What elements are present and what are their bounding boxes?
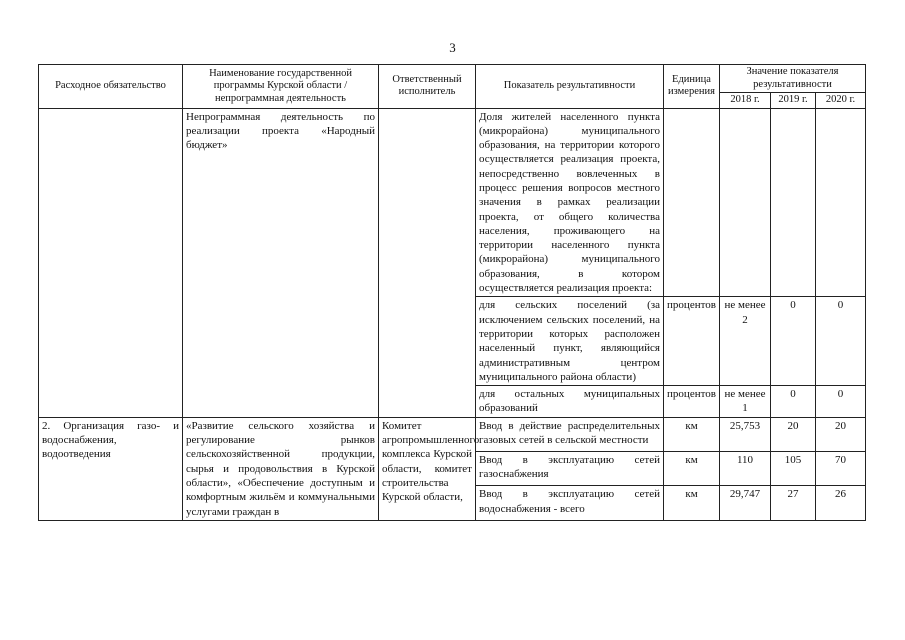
indicator-cell: для остальных муниципальных образований (476, 386, 664, 418)
header-year-2018: 2018 г. (720, 93, 771, 109)
indicator-cell: Ввод в эксплуатацию сетей газоснабжения (476, 452, 664, 486)
value-2018-cell: не менее 2 (720, 297, 771, 386)
header-year-2019: 2019 г. (771, 93, 816, 109)
obligation-cell: 2. Организация газо- и водоснабжения, водоотведения (39, 417, 183, 520)
table-row (39, 108, 866, 297)
value-2020-cell: 0 (816, 386, 866, 418)
value-2020-cell: 20 (816, 417, 866, 451)
header-row (39, 65, 866, 93)
executor-cell: Комитет агропромышленного комплекса Курской области, комитет строительства Курской области, (379, 417, 476, 520)
value-2019-cell: 0 (771, 386, 816, 418)
value-2019-cell: 105 (771, 452, 816, 486)
unit-cell: км (664, 486, 720, 520)
value-2019-cell (771, 108, 816, 297)
value-2018-cell: 25,753 (720, 417, 771, 451)
header-unit: Единица измерения (664, 65, 720, 109)
indicator-cell: Доля жителей населенного пункта (микрорайона) муниципального образования, на территории которого осуществляется реализация проекта, непосредственно вовлеченных в процесс решения вопросов местного значения в рамках реализации проекта, от общего количества населения, проживающего на территории населенного пункта (микрорайона) муниципального образования, в котором осуществляется реализация проекта: (476, 108, 664, 297)
value-2020-cell: 26 (816, 486, 866, 520)
unit-cell: км (664, 452, 720, 486)
program-cell: Непрограммная деятельность по реализации проекта «Народный бюджет» (183, 108, 379, 417)
indicator-cell: для сельских поселений (за исключением сельских поселений, на территории которых расположен населенный пункт, являющийся административным центром муниципального района области) (476, 297, 664, 386)
value-2019-cell: 27 (771, 486, 816, 520)
results-table (38, 64, 866, 521)
header-values: Значение показателя результативности (720, 65, 866, 93)
obligation-cell (39, 108, 183, 417)
header-year-2020: 2020 г. (816, 93, 866, 109)
value-2019-cell: 0 (771, 297, 816, 386)
unit-cell: процентов (664, 297, 720, 386)
table-row (39, 417, 866, 451)
unit-cell: процентов (664, 386, 720, 418)
executor-cell (379, 108, 476, 417)
value-2018-cell: не менее 1 (720, 386, 771, 418)
header-obligation: Расходное обязательство (39, 65, 183, 109)
indicator-cell: Ввод в эксплуатацию сетей водоснабжения - всего (476, 486, 664, 520)
value-2018-cell: 110 (720, 452, 771, 486)
unit-cell: км (664, 417, 720, 451)
value-2018-cell (720, 108, 771, 297)
program-cell: «Развитие сельского хозяйства и регулирование рынков сельскохозяйственной продукции, сырья и продовольствия в Курской области», «Обеспечение доступным и комфортным жильём и коммунальными услугами граждан в (183, 417, 379, 520)
value-2018-cell: 29,747 (720, 486, 771, 520)
header-executor: Ответственный исполнитель (379, 65, 476, 109)
value-2020-cell: 0 (816, 297, 866, 386)
header-program: Наименование государственной программы Курской области / непрограммная деятельность (183, 65, 379, 109)
header-indicator: Показатель результативности (476, 65, 664, 109)
unit-cell (664, 108, 720, 297)
value-2020-cell: 70 (816, 452, 866, 486)
page-number: 3 (449, 40, 456, 55)
value-2019-cell: 20 (771, 417, 816, 451)
value-2020-cell (816, 108, 866, 297)
indicator-cell: Ввод в действие распределительных газовых сетей в сельской местности (476, 417, 664, 451)
